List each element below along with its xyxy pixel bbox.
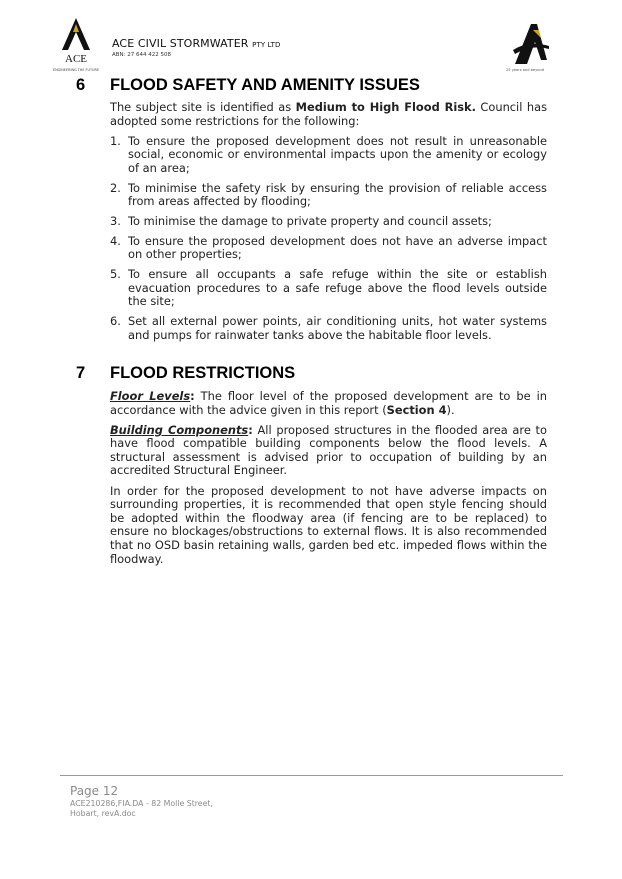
list-item — [110, 182, 547, 209]
logo-tagline: ENGINEERING THE FUTURE — [52, 68, 100, 72]
footer-divider — [60, 775, 563, 776]
list-item — [110, 135, 547, 176]
item-text: To ensure the proposed development does not result in unreasonable social, economic or environmental impacts upon the amenity or ecology of an area; — [128, 133, 547, 175]
floor-levels-text: The floor level of the proposed development are to be in accordance with the advice given in this report ( — [110, 389, 547, 417]
section-6-number: 6 — [76, 76, 86, 94]
floor-levels-end: ). — [446, 402, 455, 417]
list-item — [110, 215, 547, 229]
document-reference-line-1: ACE210286,FIA.DA - 82 Molle Street, — [70, 799, 213, 808]
item-number: 2. — [110, 180, 121, 195]
fencing-paragraph: In order for the proposed development to not have adverse impacts on surrounding properties, it is recommended that open style fencing should be adopted within the floodway area (if fencing are to be replaced) to ensure no blockages/obstructions to external flows. It is also recommended that no OSD basin retaining walls, garden bed etc. impeded flows within the floodway. — [110, 483, 547, 566]
intro-text: The subject site is identified as — [110, 100, 296, 114]
item-number: 6. — [110, 314, 121, 329]
list-item — [110, 235, 547, 262]
intro-text-end: Council has adopted some restrictions for the following: — [110, 100, 548, 128]
section-7-number: 7 — [76, 364, 86, 382]
company-name-main: ACE CIVIL STORMWATER — [112, 37, 249, 50]
section-7-title: FLOOD RESTRICTIONS — [110, 364, 296, 382]
section-7-body — [110, 390, 547, 573]
logo-text: ACE — [65, 53, 87, 65]
section-6-intro — [110, 101, 547, 128]
document-reference — [70, 799, 270, 819]
section-reference: Section 4 — [386, 402, 447, 417]
item-text: To minimise the safety risk by ensuring the provision of reliable access from areas affected by flooding; — [128, 180, 547, 209]
brand-tagline: 25 years and beyond — [506, 68, 545, 72]
floor-levels-colon: : — [190, 389, 195, 403]
section-6-body — [110, 101, 547, 349]
company-abn: ABN: 27 644 422 508 — [112, 52, 171, 58]
building-components-text: All proposed structures in the flooded area are to have flood compatible building components below the flood levels. A structural assessment is advised prior to occupation of building by an accredited Structural Engineer. — [110, 422, 547, 478]
item-number: 1. — [110, 133, 121, 148]
page-number: Page 12 — [70, 784, 119, 798]
item-number: 5. — [110, 267, 121, 282]
brand-mark-icon — [509, 20, 553, 72]
item-number: 3. — [110, 214, 121, 229]
section-6-title: FLOOD SAFETY AND AMENITY ISSUES — [110, 76, 420, 94]
document-reference-line-2: Hobart, revA.doc — [70, 809, 136, 819]
item-text: Set all external power points, air conditioning units, hot water systems and pumps for rainwater tanks above the habitable floor levels. — [128, 314, 547, 342]
list-item — [110, 315, 547, 342]
company-name — [112, 37, 280, 50]
item-text: To ensure all occupants a safe refuge within the site or establish evacuation procedures to a safe refuge above the flood levels outside the site; — [128, 267, 547, 309]
floor-levels-paragraph — [110, 390, 547, 417]
floor-levels-label: Floor Levels — [110, 389, 191, 403]
restrictions-list — [110, 135, 547, 343]
page-header — [0, 0, 622, 80]
list-item — [110, 268, 547, 309]
building-components-paragraph — [110, 424, 547, 478]
section-6-heading — [76, 76, 420, 95]
section-7-heading — [76, 364, 295, 383]
company-suffix: PTY LTD — [252, 41, 281, 49]
item-text: To ensure the proposed development does not have an adverse impact on other properties; — [128, 233, 547, 262]
item-text: To minimise the damage to private property and council assets; — [128, 214, 492, 229]
item-number: 4. — [110, 233, 121, 248]
building-components-label: Building Components — [110, 422, 249, 437]
flood-risk-label: Medium to High Flood Risk. — [295, 100, 476, 114]
building-components-colon: : — [248, 422, 253, 437]
ace-logo-icon — [46, 16, 106, 74]
